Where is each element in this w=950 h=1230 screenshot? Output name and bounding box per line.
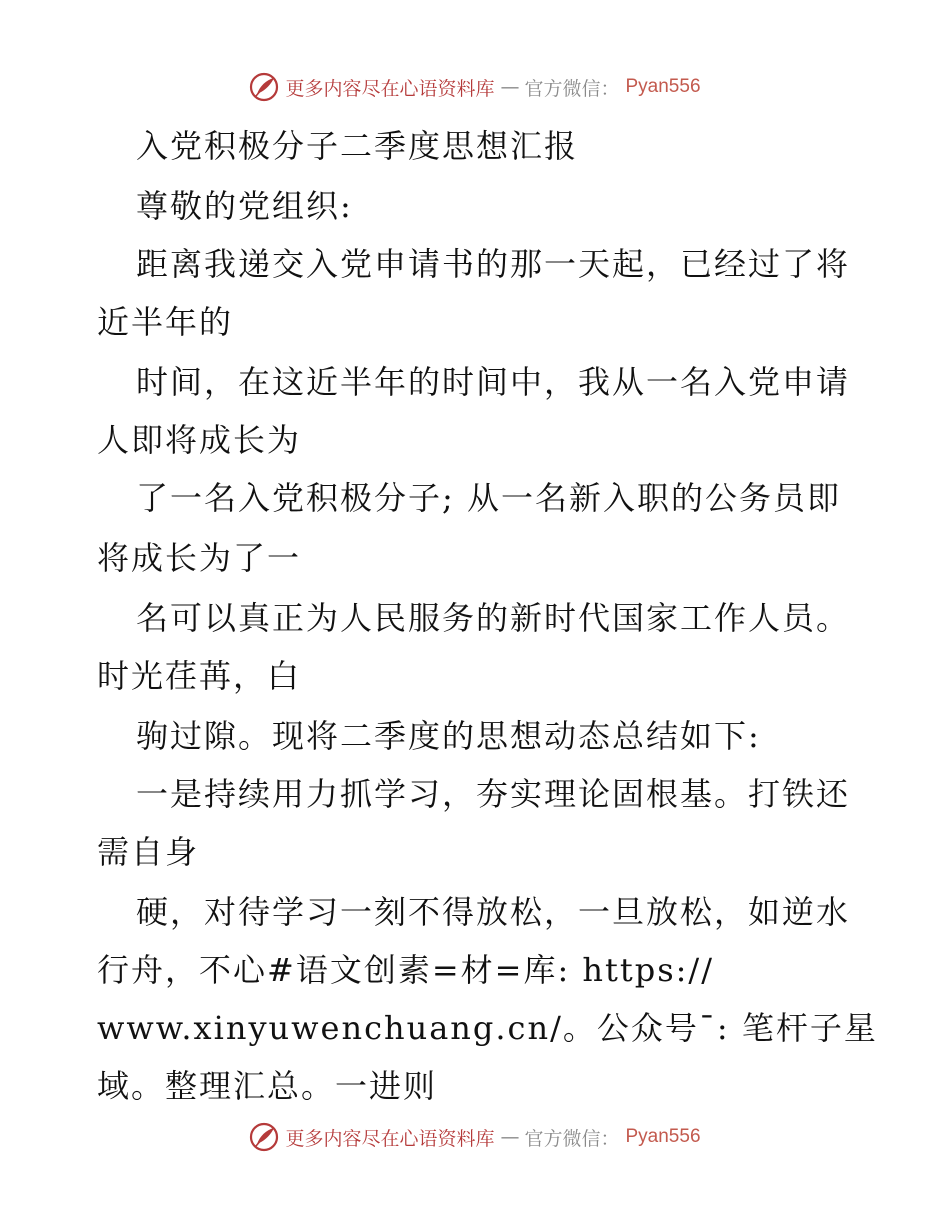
paragraph-line: 需自身 [97,833,200,871]
paragraph-line: 人即将成长为 [97,421,302,459]
paragraph-line: www.xinyuwenchuang.cn/。公众号¯: 笔杆子星 [97,1009,878,1047]
paragraph-line: 将成长为了一 [97,539,302,577]
banner-dash: — [500,1126,519,1148]
banner-main-text: 更多内容尽在心语资料库 [285,77,495,100]
paragraph-line: 时光荏苒，白 [97,657,302,695]
paragraph-line: 近半年的 [97,303,234,341]
banner-dash: — [500,76,519,98]
paragraph-line: 域。整理汇总。一进则 [97,1067,438,1105]
banner-main-text: 更多内容尽在心语资料库 [285,1127,495,1150]
paragraph-line: 行舟，不心#语文创素=材=库: https:// [97,951,714,989]
document-title: 入党积极分子二季度思想汇报 [136,127,579,165]
banner-contact-label: 官方微信： [524,77,620,100]
quill-pen-icon [249,1122,279,1152]
paragraph-line: 了一名入党积极分子; 从一名新入职的公务员即 [136,479,841,517]
document-salutation: 尊敬的党组织: [136,187,353,225]
banner-contact-label: 官方微信： [524,1127,620,1150]
paragraph-line: 一是持续用力抓学习，夯实理论固根基。打铁还 [136,775,851,813]
paragraph-line: 硬，对待学习一刻不得放松，一旦放松，如逆水 [136,893,851,931]
paragraph-line: 驹过隙。现将二季度的思想动态总结如下: [136,717,761,755]
banner-wechat-id: Pyan556 [625,1126,701,1147]
paragraph-line: 时间，在这近半年的时间中，我从一名入党申请 [136,363,851,401]
paragraph-line: 名可以真正为人民服务的新时代国家工作人员。 [136,599,851,637]
footer-banner [0,1122,950,1152]
banner-wechat-id: Pyan556 [625,76,701,97]
paragraph-line: 距离我递交入党申请书的那一天起，已经过了将 [136,245,851,283]
